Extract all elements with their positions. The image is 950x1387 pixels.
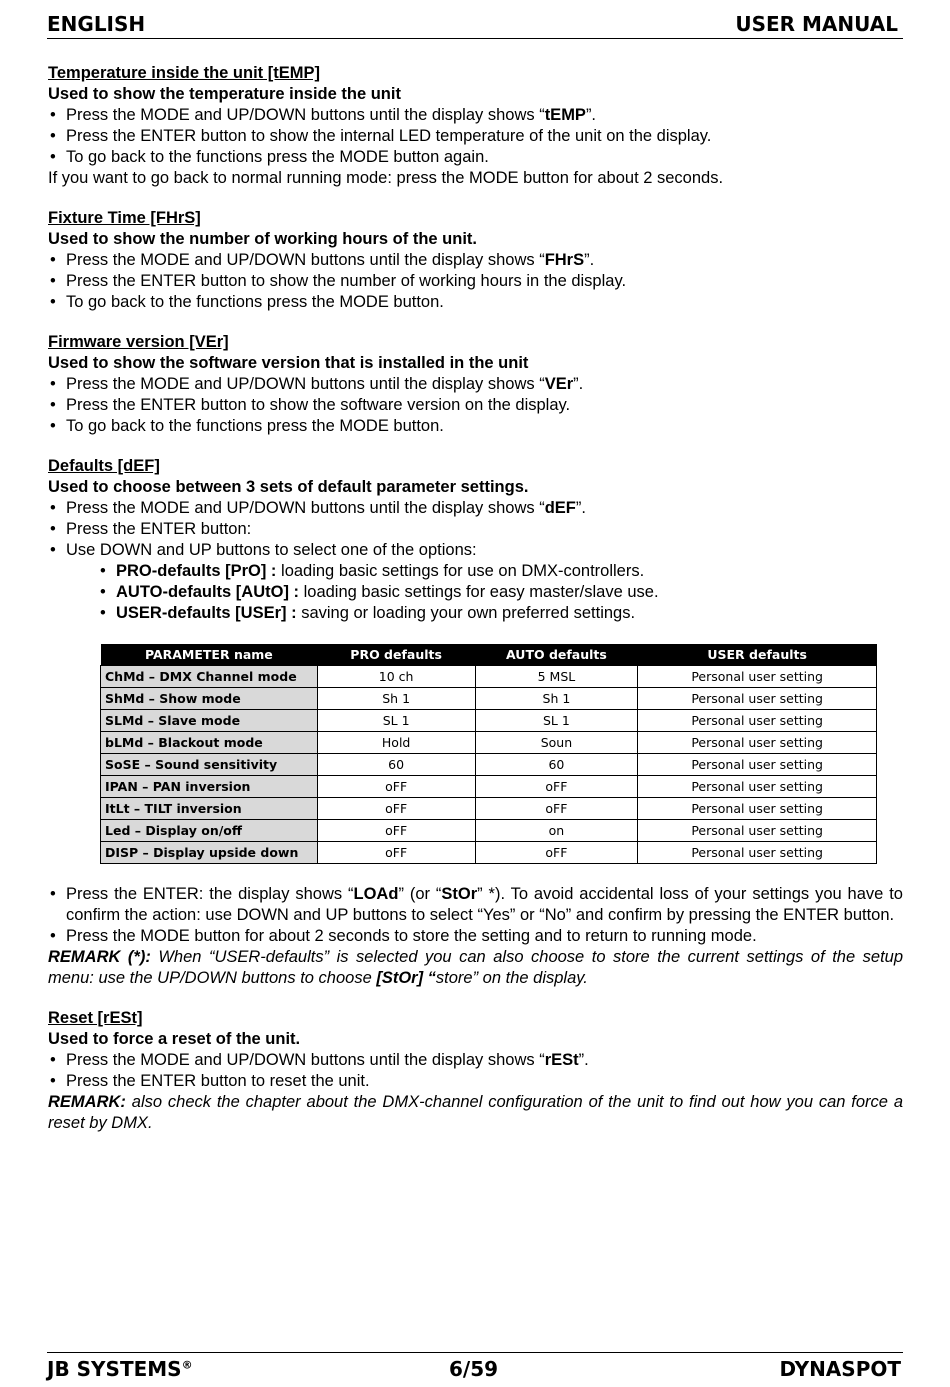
list-item: • Press the MODE and UP/DOWN buttons until the display shows “FHrS”. [48, 250, 903, 271]
table-cell: Personal user setting [638, 776, 877, 798]
option-item: • AUTO-defaults [AUtO] : loading basic settings for easy master/slave use. [98, 582, 903, 603]
section-defaults [48, 456, 903, 989]
table-cell: 10 ch [317, 666, 475, 688]
table-header-row [101, 644, 877, 666]
table-row [101, 732, 877, 754]
column-header: PRO defaults [317, 644, 475, 666]
list-item: • To go back to the functions press the MODE button. [48, 416, 903, 437]
table-cell: DISP – Display upside down [101, 842, 318, 864]
table-cell: Personal user setting [638, 842, 877, 864]
list-item: • Press the ENTER button: [48, 519, 903, 540]
list-item: • Press the ENTER button to show the number of working hours in the display. [48, 271, 903, 292]
section-reset [48, 1008, 903, 1134]
table-row [101, 820, 877, 842]
section-subtitle: Used to show the number of working hours of the unit. [48, 230, 477, 248]
table-cell: Hold [317, 732, 475, 754]
table-row [101, 798, 877, 820]
table-row [101, 842, 877, 864]
table-cell: Personal user setting [638, 754, 877, 776]
table-cell: IPAN – PAN inversion [101, 776, 318, 798]
defaults-table [100, 644, 877, 864]
table-cell: 60 [317, 754, 475, 776]
column-header: PARAMETER name [101, 644, 318, 666]
section-note: If you want to go back to normal running mode: press the MODE button for about 2 seconds. [48, 169, 724, 187]
table-cell: Sh 1 [317, 688, 475, 710]
section-firmware-version [48, 332, 903, 437]
footer-brand: JB SYSTEMS® [47, 1357, 193, 1381]
bullet-list [48, 374, 903, 437]
table-cell: SoSE – Sound sensitivity [101, 754, 318, 776]
table-row [101, 776, 877, 798]
table-cell: on [475, 820, 638, 842]
bullet-list [48, 250, 903, 313]
section-temperature [48, 63, 903, 189]
remark: REMARK (*): When “USER-defaults” is selected you can also choose to store the current settings of the setup menu: use the UP/DOWN buttons to choose [StOr] “store” on the display. [48, 948, 904, 987]
list-item: • Press the ENTER: the display shows “LOAd” (or “StOr” *). To avoid accidental loss of your settings you have to confirm the action: use DOWN and UP buttons to select “Yes” or “No” and confirm by pressing the ENTER button. [48, 884, 903, 926]
table-cell: ShMd – Show mode [101, 688, 318, 710]
table-cell: Personal user setting [638, 820, 877, 842]
section-title: Temperature inside the unit [tEMP] [48, 64, 320, 82]
page-content [48, 63, 903, 1153]
footer-product: DYNASPOT [779, 1357, 901, 1381]
bullet-list [48, 1050, 903, 1092]
list-item: • To go back to the functions press the MODE button again. [48, 147, 903, 168]
table-cell: Led – Display on/off [101, 820, 318, 842]
page-footer [47, 1352, 903, 1383]
column-header: AUTO defaults [475, 644, 638, 666]
section-title: Fixture Time [FHrS] [48, 209, 201, 227]
column-header: USER defaults [638, 644, 877, 666]
page-number: 6/59 [449, 1357, 499, 1381]
section-subtitle: Used to show the software version that is installed in the unit [48, 354, 529, 372]
remark: REMARK: also check the chapter about the DMX-channel configuration of the unit to find out how you can force a reset by DMX. [48, 1093, 903, 1132]
list-item: • Press the ENTER button to reset the unit. [48, 1071, 903, 1092]
table-row [101, 688, 877, 710]
table-row [101, 754, 877, 776]
list-item: • Press the MODE and UP/DOWN buttons until the display shows “dEF”. [48, 498, 903, 519]
table-cell: ItLt – TILT inversion [101, 798, 318, 820]
bullet-list [48, 498, 903, 624]
table-cell: Soun [475, 732, 638, 754]
section-subtitle: Used to show the temperature inside the unit [48, 85, 401, 103]
section-subtitle: Used to choose between 3 sets of default parameter settings. [48, 478, 529, 496]
table-row [101, 666, 877, 688]
bullet-list [48, 884, 903, 947]
list-item: • Press the MODE and UP/DOWN buttons until the display shows “VEr”. [48, 374, 903, 395]
table-cell: SLMd – Slave mode [101, 710, 318, 732]
table-cell: oFF [317, 798, 475, 820]
list-item: • Use DOWN and UP buttons to select one of the options: • PRO-defaults [PrO] : loading basic settings for use on DMX-controllers. • AUTO-defaults [AUtO] : loading basic settings for easy master/slave use. • USER-defaults [USEr] : saving or loading your own preferred settings. [48, 540, 903, 624]
header-language: ENGLISH [47, 12, 146, 36]
table-cell: Personal user setting [638, 798, 877, 820]
table-cell: Personal user setting [638, 732, 877, 754]
table-cell: 60 [475, 754, 638, 776]
page-header [47, 8, 903, 39]
options-list [98, 561, 903, 624]
bullet-list [48, 105, 903, 168]
option-item: • USER-defaults [USEr] : saving or loading your own preferred settings. [98, 603, 903, 624]
table-cell: SL 1 [317, 710, 475, 732]
table-row [101, 710, 877, 732]
table-cell: oFF [475, 776, 638, 798]
list-item: • Press the ENTER button to show the internal LED temperature of the unit on the display. [48, 126, 903, 147]
section-title: Defaults [dEF] [48, 457, 160, 475]
list-item: • Press the MODE and UP/DOWN buttons until the display shows “tEMP”. [48, 105, 903, 126]
list-item: • To go back to the functions press the MODE button. [48, 292, 903, 313]
table-cell: ChMd – DMX Channel mode [101, 666, 318, 688]
section-fixture-time [48, 208, 903, 313]
table-cell: bLMd – Blackout mode [101, 732, 318, 754]
section-subtitle: Used to force a reset of the unit. [48, 1030, 301, 1048]
table-cell: oFF [475, 798, 638, 820]
section-title: Reset [rESt] [48, 1009, 143, 1027]
table-cell: oFF [317, 776, 475, 798]
table-cell: Personal user setting [638, 666, 877, 688]
header-doc-type: USER MANUAL [735, 12, 898, 36]
table-cell: 5 MSL [475, 666, 638, 688]
table-cell: Personal user setting [638, 688, 877, 710]
list-item: • Press the ENTER button to show the software version on the display. [48, 395, 903, 416]
table-cell: Personal user setting [638, 710, 877, 732]
table-cell: oFF [317, 820, 475, 842]
list-item: • Press the MODE and UP/DOWN buttons until the display shows “rESt”. [48, 1050, 903, 1071]
section-title: Firmware version [VEr] [48, 333, 229, 351]
list-item: • Press the MODE button for about 2 seconds to store the setting and to return to running mode. [48, 926, 903, 947]
table-cell: oFF [317, 842, 475, 864]
table-cell: SL 1 [475, 710, 638, 732]
table-cell: oFF [475, 842, 638, 864]
option-item: • PRO-defaults [PrO] : loading basic settings for use on DMX-controllers. [98, 561, 903, 582]
table-cell: Sh 1 [475, 688, 638, 710]
